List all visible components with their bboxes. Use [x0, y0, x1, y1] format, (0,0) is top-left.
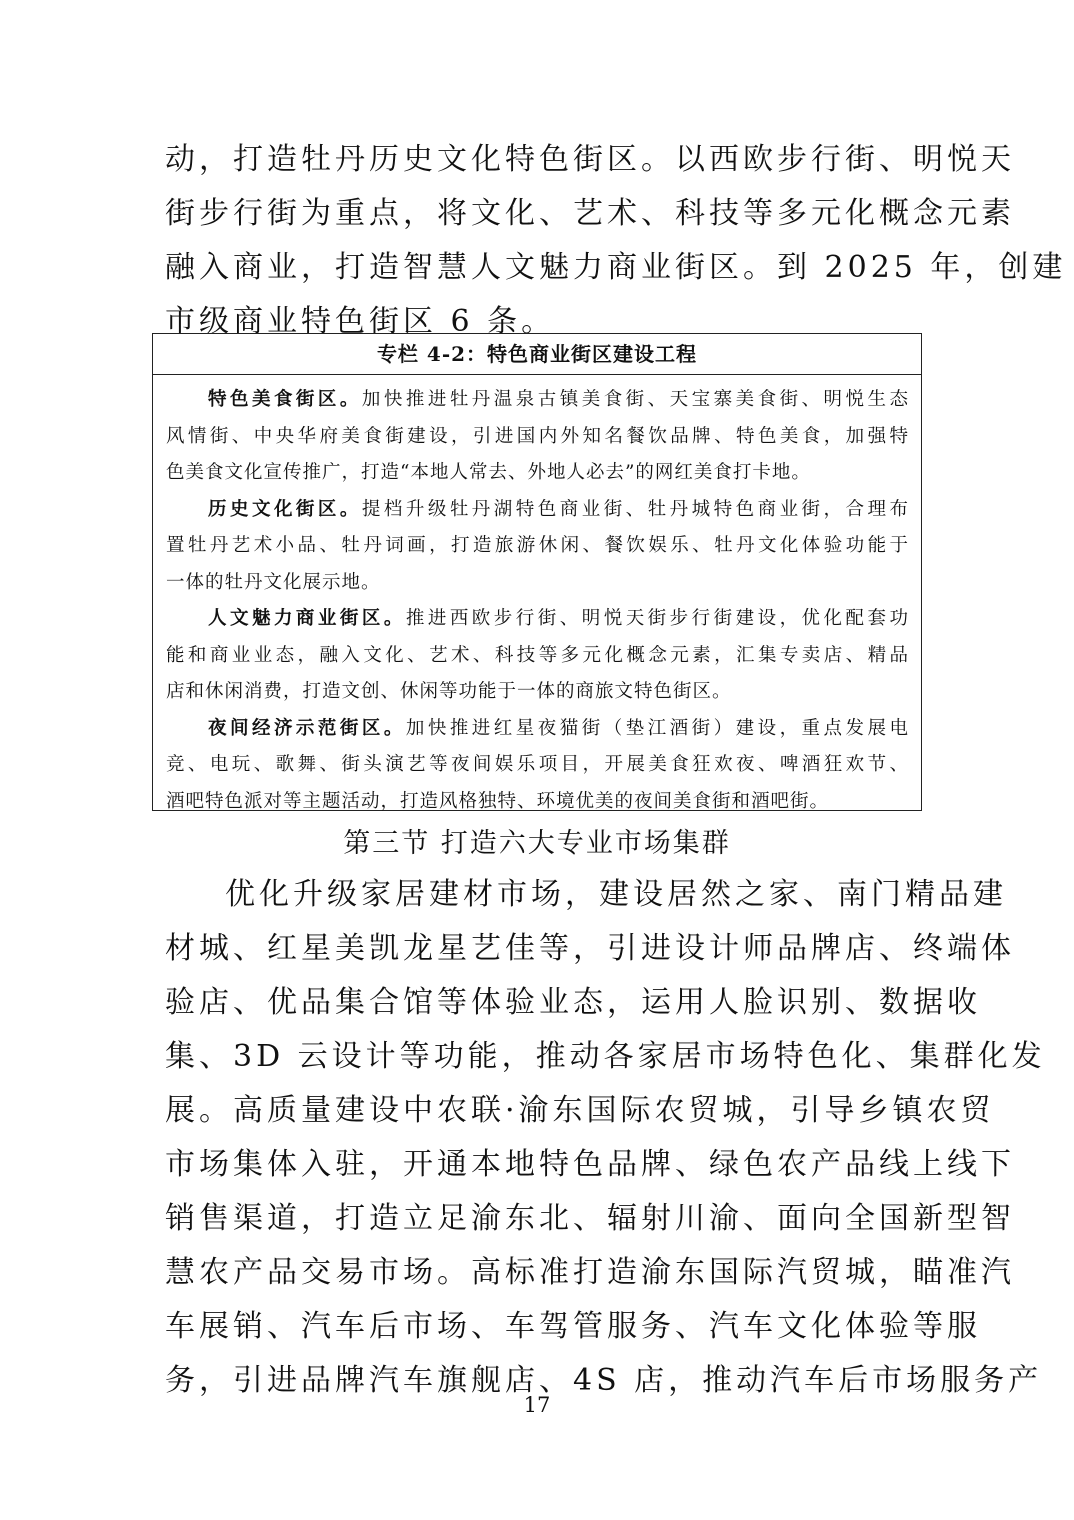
special-column-body: [153, 375, 921, 820]
box-item-lead: 人文魅力商业街区。: [208, 608, 406, 629]
box-item-humanities-street: [166, 601, 909, 711]
box-item-lead: 特色美食街区。: [208, 389, 362, 410]
box-item-text: 加快推进牡丹温泉古镇美食街、天宝寨美食街、明悦生态: [361, 389, 909, 410]
body-paragraph: [165, 868, 1046, 1408]
box-item-lead: 历史文化街区。: [208, 498, 362, 520]
special-column-title: 专栏 4-2：特色商业街区建设工程: [153, 334, 921, 375]
special-column-box: [152, 333, 922, 811]
box-item-night-economy-street: [166, 711, 909, 821]
box-item-line: 店和休闲消费，打造文创、休闲等功能于一体的商旅文特色街区。: [166, 681, 732, 702]
paragraph-line: 车展销、汽车后市场、车驾管服务、汽车文化体验等服: [165, 1309, 981, 1344]
paragraph-line: 融入商业，打造智慧人文魅力商业街区。到 2025 年，创建: [165, 250, 1067, 285]
box-item-line: 能和商业业态，融入文化、艺术、科技等多元化概念元素，汇集专卖店、精品: [166, 644, 909, 666]
box-item-line: 一体的牡丹文化展示地。: [166, 571, 381, 593]
box-item-first-line: [166, 492, 909, 529]
box-item-first-line: [166, 601, 909, 638]
box-item-line: 置牡丹艺术小品、牡丹词画，打造旅游休闲、餐饮娱乐、牡丹文化体验功能于: [166, 535, 909, 556]
box-item-first-line: [166, 382, 909, 419]
box-item-line: 酒吧特色派对等主题活动，打造风格独特、环境优美的夜间美食街和酒吧街。: [166, 790, 830, 812]
box-item-first-line: [166, 711, 909, 748]
paragraph-line: 材城、红星美凯龙星艺佳等，引进设计师品牌店、终端体: [165, 931, 1015, 966]
box-item-historic-street: [166, 492, 909, 602]
box-item-text: 提档升级牡丹湖特色商业街、牡丹城特色商业街，合理布: [361, 498, 909, 520]
box-item-food-street: [166, 382, 909, 492]
paragraph-line: 务，引进品牌汽车旗舰店、4S 店，推动汽车后市场服务产: [165, 1363, 1043, 1398]
box-item-line: 色美食文化宣传推广，打造“本地人常去、外地人必去”的网红美食打卡地。: [166, 462, 811, 483]
box-item-lead: 夜间经济示范街区。: [208, 717, 406, 739]
paragraph-line: 动，打造牡丹历史文化特色街区。以西欧步行街、明悦天: [165, 142, 1015, 177]
paragraph-line: 优化升级家居建材市场，建设居然之家、南门精品建: [225, 877, 1007, 912]
paragraph-line: 市场集体入驻，开通本地特色品牌、绿色农产品线上线下: [165, 1147, 1015, 1182]
paragraph-line: 展。高质量建设中农联·渝东国际农贸城，引导乡镇农贸: [165, 1093, 995, 1128]
paragraph-line: 慧农产品交易市场。高标准打造渝东国际汽贸城，瞄准汽: [165, 1255, 1015, 1290]
box-item-text: 加快推进红星夜猫街（垫江酒街）建设，重点发展电: [405, 717, 909, 739]
paragraph-line: 集、3D 云设计等功能，推动各家居市场特色化、集群化发: [165, 1039, 1046, 1074]
box-item-line: 风情街、中央华府美食街建设，引进国内外知名餐饮品牌、特色美食，加强特: [166, 425, 909, 447]
box-item-line: 竞、电玩、歌舞、街头演艺等夜间娱乐项目，开展美食狂欢夜、啤酒狂欢节、: [166, 754, 909, 775]
page-number: 17: [523, 1393, 551, 1417]
box-item-text: 推进西欧步行街、明悦天街步行街建设，优化配套功: [405, 608, 909, 629]
paragraph-line: 验店、优品集合馆等体验业态，运用人脸识别、数据收: [165, 985, 981, 1020]
paragraph-line: 市级商业特色街区 6 条。: [165, 304, 556, 339]
paragraph-line: 街步行街为重点，将文化、艺术、科技等多元化概念元素: [165, 196, 1015, 231]
paragraph-line: 销售渠道，打造立足渝东北、辐射川渝、面向全国新型智: [165, 1201, 1015, 1236]
section-heading: 第三节 打造六大专业市场集群: [343, 828, 731, 859]
intro-paragraph: [165, 133, 1067, 349]
